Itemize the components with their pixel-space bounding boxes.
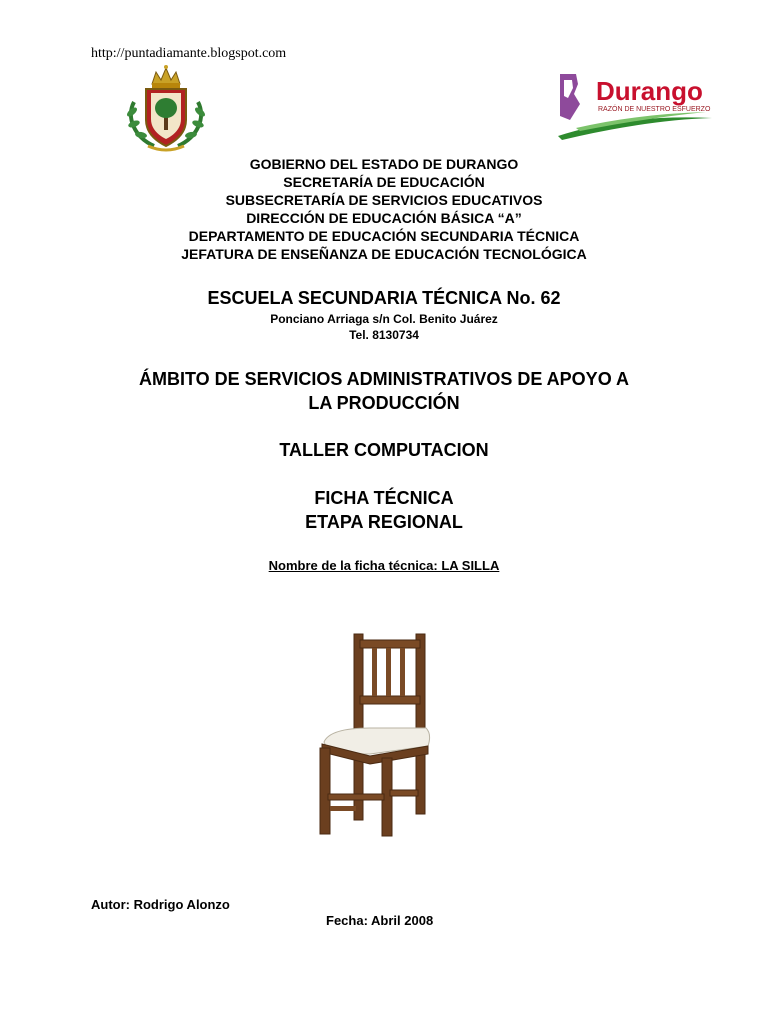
wooden-chair-image <box>310 630 440 840</box>
org-line-gobierno: GOBIERNO DEL ESTADO DE DURANGO <box>249 156 519 172</box>
organization-block <box>0 155 768 263</box>
logo-tagline: RAZÓN DE NUESTRO ESFUERZO <box>598 106 711 113</box>
school-name: ESCUELA SECUNDARIA TÉCNICA No. 62 <box>207 288 561 308</box>
ficha-title <box>0 486 768 534</box>
school-contact <box>0 311 768 343</box>
ambito-title <box>0 367 768 415</box>
org-line-direccion: DIRECCIÓN DE EDUCACIÓN BÁSICA “A” <box>246 210 522 226</box>
logo-brand: Durango <box>596 76 703 106</box>
date: Fecha: Abril 2008 <box>326 913 434 928</box>
org-line-jefatura: JEFATURA DE ENSEÑANZA DE EDUCACIÓN TECNOLÓGICA <box>181 246 587 262</box>
coat-of-arms-icon <box>124 62 208 154</box>
durango-logo <box>556 70 714 140</box>
author: Autor: Rodrigo Alonzo <box>91 897 230 912</box>
ficha-line-1: FICHA TÉCNICA <box>314 488 454 508</box>
taller-title: TALLER COMPUTACION <box>279 440 489 460</box>
org-line-secretaria: SECRETARÍA DE EDUCACIÓN <box>283 174 485 190</box>
ambito-line-1: ÁMBITO DE SERVICIOS ADMINISTRATIVOS DE APOYO A <box>138 369 630 389</box>
school-address: Ponciano Arriaga s/n Col. Benito Juárez <box>270 312 498 326</box>
ficha-name: Nombre de la ficha técnica: LA SILLA <box>268 558 500 573</box>
school-phone: Tel. 8130734 <box>349 328 419 342</box>
ambito-line-2: LA PRODUCCIÓN <box>308 393 460 413</box>
ficha-line-2: ETAPA REGIONAL <box>305 512 463 532</box>
blog-url[interactable]: http://puntadiamante.blogspot.com <box>91 46 287 61</box>
org-line-subsecretaria: SUBSECRETARÍA DE SERVICIOS EDUCATIVOS <box>225 192 543 208</box>
org-line-departamento: DEPARTAMENTO DE EDUCACIÓN SECUNDARIA TÉCNICA <box>188 228 580 244</box>
